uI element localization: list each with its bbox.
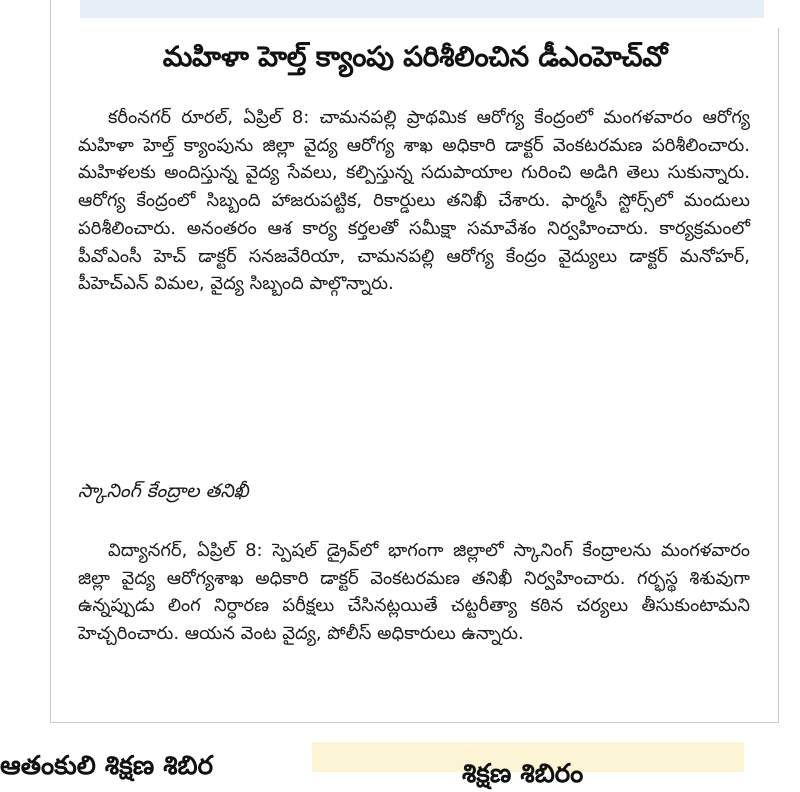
adjacent-yellow-box-headline: శిక్షణ శిబిరం <box>462 759 584 789</box>
article-paragraph-2: విద్యానగర్‌, ఏప్రిల్‌ 8: స్పెషల్‌ డ్రైవ్‌లో భాగంగా జిల్లాలో స్కానింగ్‌ కేంద్రాలను మంగళవారం జిల్లా వైద్య ఆరోగ్యశాఖ అధికారి డాక్టర్‌ వెంకటరమణ తనిఖీ నిర్వహించారు. గర్భస్థ శిశువుగా ఉన్నప్పుడు లింగ నిర్ధారణ పరీక్షలు చేసినట్లయితే చట్టరీత్యా కఠిన చర్యలు తీసుకుంటామని హెచ్చరించారు. ఆయన వెంట వైద్య, పోలీస్‌ అధికారులు ఉన్నారు. <box>78 540 750 645</box>
adjacent-article-headline: ఆతంకులి శిక్షణ శిబిర <box>0 751 213 781</box>
top-color-band <box>80 0 764 18</box>
article-headline: మహిళా హెల్త్‌ క్యాంపు పరిశీలించిన డీఎంహెచ్‌వో <box>162 40 668 73</box>
column-rule-right <box>778 28 779 722</box>
article-paragraph-1: కరీంనగర్‌ రూరల్‌, ఏప్రిల్‌ 8: చామనపల్లి ప్రాథమిక ఆరోగ్య కేంద్రంలో మంగళవారం ఆరోగ్య మహిళా హెల్త్‌ క్యాంపును జిల్లా వైద్య ఆరోగ్య శాఖ అధికారి డాక్టర్‌ వెంకటరమణ పరిశీలించారు. మహిళలకు అందిస్తున్న వైద్య సేవలు, కల్పిస్తున్న సదుపాయాల గురించి అడిగి తెలు సుకున్నారు. ఆరోగ్య కేంద్రంలో సిబ్బంది హాజరుపట్టిక, రికార్డులు తనిఖీ చేశారు. ఫార్మసీ స్టోర్స్‌లో మందులు పరిశీలించారు. అనంతరం ఆశ కార్య కర్తలతో సమీక్షా సమావేశం నిర్వహించారు. కార్యక్రమంలో పీవోఎంసీ హెచ్‌ డాక్టర్‌ సనజవేరియా, చామనపల్లి ఆరోగ్య కేంద్రం వైద్యులు డాక్టర్‌ మనోహర్‌, పీహెచ్‌ఎన్‌ విమల, వైద్య సిబ్బంది పాల్గొన్నారు. <box>78 107 750 295</box>
article-subheading: స్కానింగ్‌ కేంద్రాల తనిఖీ <box>78 480 249 502</box>
adjacent-yellow-box <box>312 742 744 789</box>
article-bottom-rule <box>50 722 779 723</box>
column-rule-left <box>50 0 51 722</box>
